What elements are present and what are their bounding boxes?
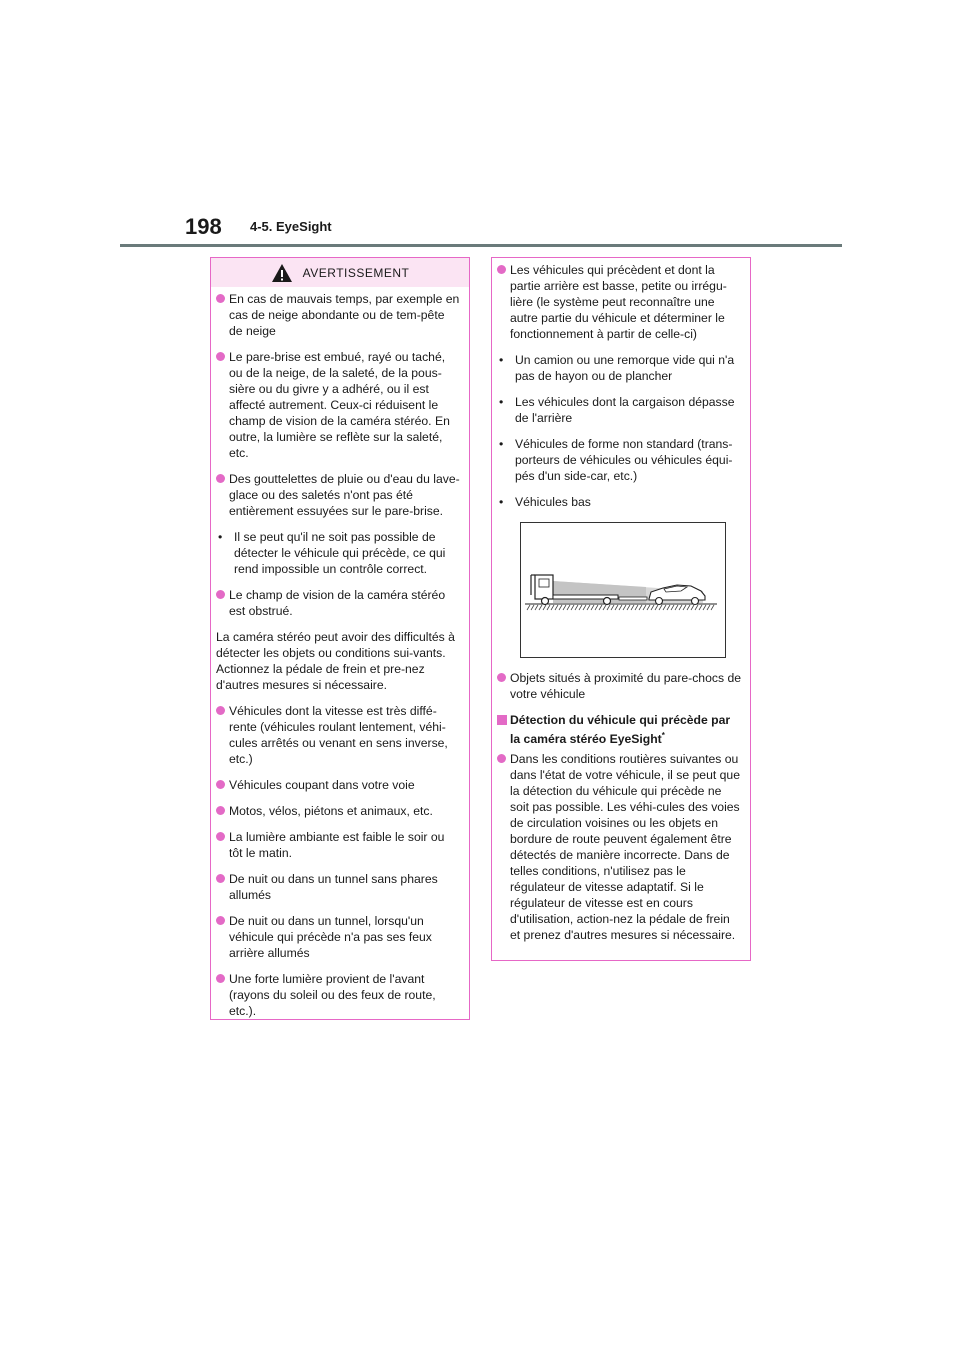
sub-list-item — [497, 352, 742, 384]
list-item-text: Véhicules bas — [515, 495, 591, 509]
round-bullet-icon — [216, 474, 225, 483]
header-rule — [120, 244, 842, 247]
list-item — [216, 291, 461, 339]
warning-box-continued — [491, 257, 751, 961]
section-title: 4-5. EyeSight — [250, 219, 332, 234]
list-item — [216, 587, 461, 619]
warning-content-continued — [492, 258, 750, 943]
dot-bullet-icon: • — [499, 437, 504, 451]
right-top-items — [497, 262, 742, 510]
sub-list-item — [497, 436, 742, 484]
warning-triangle-icon — [271, 263, 293, 283]
list-item — [497, 262, 742, 342]
list-item — [497, 751, 742, 943]
list-item-text: De nuit ou dans un tunnel, lorsqu'un véhicule qui précède n'a pas ses feux arrière allumés — [229, 914, 432, 960]
list-item-text: Véhicules dont la vitesse est très diffé-rente (véhicules roulant lentement, véhi-cules arrêtés ou venant en sens inverse, etc.) — [229, 704, 448, 766]
list-item-text: La lumière ambiante est faible le soir ou tôt le matin. — [229, 830, 445, 860]
warning-content — [211, 287, 469, 1019]
list-item — [216, 803, 461, 819]
dot-bullet-icon: • — [499, 353, 504, 367]
subsection-heading — [497, 712, 742, 747]
round-bullet-icon — [216, 832, 225, 841]
list-item — [216, 913, 461, 961]
warning-header — [211, 258, 469, 287]
list-item-text: Dans les conditions routières suivantes ou dans l'état de votre véhicule, il se peut que la détection du véhicule qui précède ne soit pas possible. Les véhi-cules des voies de circulation voisines ou les objets en bordure de route peuvent également être détectés de manière incorrecte. Dans de telles conditions, n'utilisez pas le régulateur de vitesse adaptatif. Si le régulateur de vitesse est en cours d'utilisation, action-nez la pédale de frein et prenez d'autres mesures si nécessaire. — [510, 752, 740, 943]
list-item-text: Il se peut qu'il ne soit pas possible de détecter le véhicule qui précède, ce qui rend impossible un contrôle correct. — [234, 530, 446, 576]
warning-label: AVERTISSEMENT — [302, 265, 410, 280]
round-bullet-icon — [216, 916, 225, 925]
sub-list-item — [216, 529, 461, 577]
right-bottom-items — [497, 670, 742, 702]
round-bullet-icon — [216, 294, 225, 303]
round-bullet-icon — [497, 754, 506, 763]
warning-box — [210, 257, 470, 1020]
round-bullet-icon — [216, 590, 225, 599]
list-item-text: Un camion ou une remorque vide qui n'a pas de hayon ou de plancher — [515, 353, 735, 383]
list-item — [216, 703, 461, 767]
square-bullet-icon — [497, 715, 507, 725]
list-item-text: De nuit ou dans un tunnel sans phares allumés — [229, 872, 438, 902]
list-item-text: En cas de mauvais temps, par exemple en cas de neige abondante ou de tem-pête de neige — [229, 292, 460, 338]
round-bullet-icon — [497, 673, 506, 682]
list-item-text: Motos, vélos, piétons et animaux, etc. — [229, 804, 433, 818]
list-item — [216, 871, 461, 903]
dot-bullet-icon: • — [499, 395, 504, 409]
list-item — [216, 777, 461, 793]
list-item-text: Le champ de vision de la caméra stéréo est obstrué. — [229, 588, 446, 618]
footnote-marker: * — [661, 731, 665, 740]
round-bullet-icon — [216, 874, 225, 883]
list-item-text: Véhicules de forme non standard (trans-porteurs de véhicules ou véhicules équi-pés d'un side-car, etc.) — [515, 437, 733, 483]
list-item-text: Les véhicules dont la cargaison dépasse de l'arrière — [515, 395, 735, 425]
sub-list-item — [497, 494, 742, 510]
round-bullet-icon — [216, 780, 225, 789]
list-item-text: Objets situés à proximité du pare-chocs de votre véhicule — [510, 671, 741, 701]
list-item-text: Des gouttelettes de pluie ou d'eau du lave-glace ou des saletés n'ont pas été entièrement essuyées sur le pare-brise. — [229, 472, 460, 518]
list-item — [497, 670, 742, 702]
list-item-text: Une forte lumière provient de l'avant (rayons du soleil ou des feux de route, etc.). — [229, 972, 436, 1018]
list-item-text: Le pare-brise est embué, rayé ou taché, ou de la neige, de la saleté, de la pous-sière ou du givre y a adhéré, ou il est affecté autrement. Ceux-ci réduisent le champ de vision de la caméra stéréo. En outre, la lumière se reflète sur la saleté, etc. — [229, 350, 450, 460]
sub-list-item — [497, 394, 742, 426]
list-item-text: Les véhicules qui précèdent et dont la partie arrière est basse, petite ou irrégu-lière (le système peut reconnaître une autre partie du véhicule et déterminer le fonctionnement à partir de celle-ci) — [510, 263, 727, 341]
subsection-heading-text: Détection du véhicule qui précède par la caméra stéréo EyeSight — [510, 713, 731, 747]
list-item — [216, 471, 461, 519]
dot-bullet-icon: • — [218, 530, 223, 544]
round-bullet-icon — [216, 352, 225, 361]
truck-detection-illustration — [521, 523, 725, 657]
dot-bullet-icon: • — [499, 495, 504, 509]
illustration-truck-and-car — [520, 522, 726, 658]
paragraph: La caméra stéréo peut avoir des difficultés à détecter les objets ou conditions sui-vants. Actionnez la pédale de frein et pre-nez d'autres mesures si nécessaire. — [216, 630, 455, 692]
list-item — [216, 971, 461, 1019]
list-item — [216, 349, 461, 461]
round-bullet-icon — [497, 265, 506, 274]
round-bullet-icon — [216, 974, 225, 983]
round-bullet-icon — [216, 806, 225, 815]
list-item-text: Véhicules coupant dans votre voie — [229, 778, 415, 792]
round-bullet-icon — [216, 706, 225, 715]
list-item — [216, 829, 461, 861]
page-number: 198 — [185, 214, 222, 239]
